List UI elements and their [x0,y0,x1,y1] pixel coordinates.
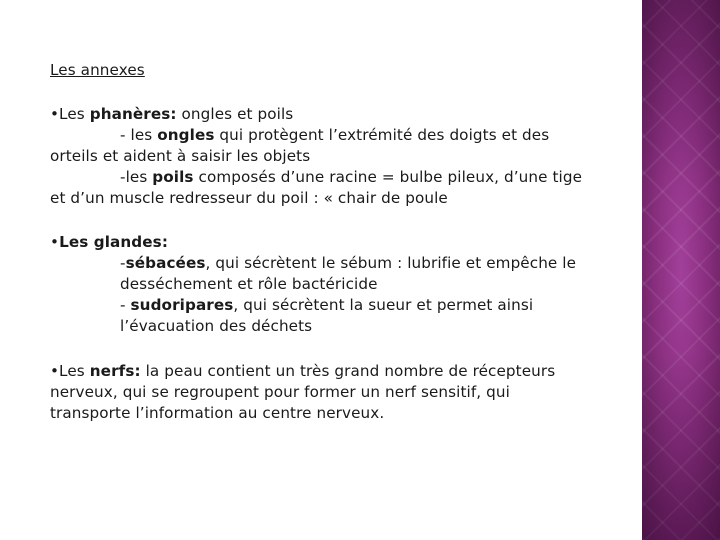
nerfs-bullet: •Les [50,362,90,380]
sebacees-line [120,253,576,273]
ongles-continuation: orteils et aident à saisir les objets [50,147,311,165]
poils-continuation: et d’un muscle redresseur du poil : « chair de poule [50,189,448,207]
phaneres-intro: ongles et poils [176,105,294,123]
nerfs-line1-rest: la peau contient un très grand nombre de récepteurs [140,362,556,380]
sudoripares-rest: , qui sécrètent la sueur et permet ainsi [233,296,534,314]
nerfs-line3: transporte l’information au centre nerveux. [50,404,385,422]
glandes-heading-line [50,232,168,252]
ongles-word: ongles [157,126,215,144]
ongles-prefix: - les [120,126,158,144]
phaneres-heading-line [50,104,293,124]
sebacees-continuation: desséchement et rôle bactéricide [120,275,378,293]
poils-prefix: -les [120,168,153,186]
sudoripares-word: sudoripares [130,296,234,314]
nerfs-heading-line [50,361,555,381]
nerfs-heading: nerfs: [89,362,141,380]
glandes-bullet: • [50,233,60,251]
phaneres-bullet: •Les [50,105,90,123]
poils-line [120,167,582,187]
sebacees-rest: , qui sécrètent le sébum : lubrifie et empêche le [205,254,577,272]
nerfs-line2: nerveux, qui se regroupent pour former un nerf sensitif, qui [50,383,510,401]
sudoripares-line [120,295,533,315]
ongles-line [120,125,549,145]
slide-title: Les annexes [50,61,145,79]
sebacees-prefix: - [120,254,126,272]
poils-word: poils [152,168,194,186]
glandes-heading: Les glandes: [59,233,168,251]
ongles-rest: qui protègent l’extrémité des doigts et des [214,126,550,144]
sudoripares-prefix: - [120,296,131,314]
poils-rest: composés d’une racine = bulbe pileux, d’une tige [193,168,583,186]
decorative-sidebar [642,0,720,540]
sudoripares-continuation: l’évacuation des déchets [120,317,313,335]
phaneres-heading: phanères: [89,105,177,123]
sebacees-word: sébacées [125,254,206,272]
